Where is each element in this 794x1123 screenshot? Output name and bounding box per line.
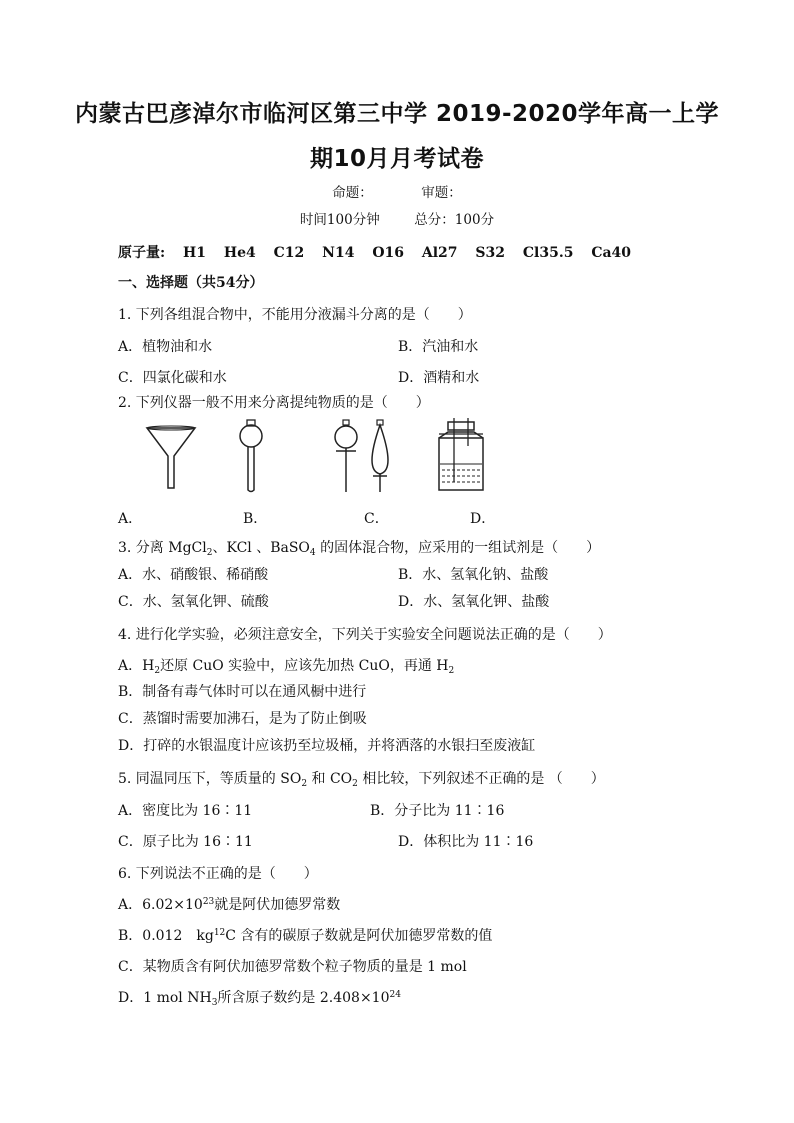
funnel-icon	[143, 418, 199, 490]
q2-option-d: D．	[470, 511, 496, 527]
q4-option-d: D．打碎的水银温度计应该扔至垃圾桶，并将洒落的水银扫至废液缸	[118, 738, 536, 754]
subscript: 2	[352, 779, 358, 789]
q3-option-d: D．水、氢氧化钾、盐酸	[398, 594, 550, 610]
q3-stem-mid: 、KCl 、BaSO	[212, 540, 310, 556]
q6-option-a-post: 就是阿伏加德罗常数	[214, 897, 341, 913]
q4-option-a-pre: A．H	[118, 658, 155, 674]
q5-stem-pre: 5. 同温同压下，等质量的 SO	[118, 771, 302, 787]
q1-option-a: A．植物油和水	[118, 339, 213, 355]
q4-option-a	[118, 655, 454, 676]
q1-stem: 1. 下列各组混合物中，不能用分液漏斗分离的是（ ）	[118, 307, 472, 323]
q1-option-b: B．汽油和水	[398, 339, 479, 355]
q3-stem-pre: 3. 分离 MgCl	[118, 540, 207, 556]
q2-option-c: C．	[364, 511, 389, 527]
q6-option-a-pre: A．6.02×10	[118, 897, 203, 913]
q2-option-b: B．	[243, 511, 268, 527]
q3-option-b: B．水、氢氧化钠、盐酸	[398, 567, 549, 583]
q1-option-c: C．四氯化碳和水	[118, 370, 227, 386]
q5-option-b: B．分子比为 11∶16	[370, 803, 505, 819]
subscript: 2	[301, 779, 308, 789]
atomic-mass-item: H1	[183, 245, 207, 261]
author-reviewer-line	[0, 181, 794, 201]
exam-title-line2: 期10月月考试卷	[309, 146, 484, 172]
reviewer-label: 审题：	[421, 185, 462, 201]
q6-option-d	[118, 987, 401, 1008]
q5-option-d: D．体积比为 11∶16	[398, 834, 534, 850]
q6-option-d-mid: 所含原子数约是 2.408×10	[217, 990, 390, 1006]
q6-option-d-pre: D．1 mol NH	[118, 990, 212, 1006]
superscript: 23	[202, 897, 215, 907]
atomic-mass-item: N14	[322, 245, 355, 261]
atomic-mass-item: C12	[273, 245, 305, 261]
round-bottom-flask-icon	[236, 418, 266, 494]
atomic-mass-item: S32	[475, 245, 506, 261]
subscript: 2	[206, 548, 213, 558]
q6-stem: 6. 下列说法不正确的是（ ）	[118, 866, 318, 882]
q6-option-b-pre: B．0.012 kg	[118, 928, 214, 944]
q5-stem-mid: 和 CO	[307, 771, 353, 787]
atomic-mass-item: Cl35.5	[522, 245, 574, 261]
q3-option-a: A．水、硝酸银、稀硝酸	[118, 567, 269, 583]
q2-stem: 2. 下列仪器一般不用来分离提纯物质的是（ ）	[118, 395, 430, 411]
gas-washing-bottle-icon	[436, 418, 486, 494]
q3-option-c: C．水、氢氧化钾、硫酸	[118, 594, 269, 610]
atomic-mass-item: O16	[372, 245, 404, 261]
atomic-mass-label: 原子量:	[118, 245, 166, 261]
q4-option-a-mid: 还原 CuO 实验中，应该先加热 CuO，再通 H	[160, 658, 449, 674]
atomic-mass-item: Ca40	[591, 245, 632, 261]
q5-stem	[118, 768, 605, 789]
superscript: 24	[389, 990, 401, 1000]
exam-title-line1: 内蒙古巴彦淖尔市临河区第三中学 2019-2020学年高一上学	[74, 101, 720, 127]
q1-option-d: D．酒精和水	[398, 370, 480, 386]
exam-total-score: 总分：100分	[414, 212, 495, 228]
q6-option-a	[118, 894, 340, 914]
q4-stem: 4. 进行化学实验，必须注意安全，下列关于实验安全问题说法正确的是（ ）	[118, 627, 612, 643]
section-heading: 一、选择题（共54分）	[118, 275, 264, 291]
atomic-mass-item: Al27	[421, 245, 458, 261]
subscript: 3	[211, 998, 218, 1008]
exam-time: 时间100分钟	[299, 212, 380, 228]
atomic-mass-item: He4	[223, 245, 256, 261]
q6-option-c: C．某物质含有阿伏加德罗常数个粒子物质的量是 1 mol	[118, 959, 467, 975]
q6-option-b-post: C 含有的碳原子数就是阿伏加德罗常数的值	[225, 928, 493, 944]
subscript: 4	[309, 548, 316, 558]
author-label: 命题：	[332, 185, 373, 201]
q3-stem	[118, 537, 600, 558]
q5-option-a: A．密度比为 16∶11	[118, 803, 253, 819]
subscript: 2	[448, 666, 455, 676]
q4-option-c: C．蒸馏时需要加沸石，是为了防止倒吸	[118, 711, 367, 727]
q5-stem-post: 相比较，下列叙述不正确的是 （ ）	[357, 771, 605, 787]
q3-stem-post: 的固体混合物，应采用的一组试剂是（ ）	[315, 540, 601, 556]
subscript: 2	[154, 666, 161, 676]
atomic-mass-line	[118, 242, 644, 262]
superscript: 12	[213, 928, 226, 938]
q6-option-b	[118, 925, 492, 945]
q5-option-c: C．原子比为 16∶11	[118, 834, 253, 850]
time-score-line	[0, 208, 794, 228]
q4-option-b: B．制备有毒气体时可以在通风橱中进行	[118, 684, 367, 700]
q2-option-a: A．	[118, 511, 143, 527]
separatory-funnels-icon	[330, 418, 396, 494]
